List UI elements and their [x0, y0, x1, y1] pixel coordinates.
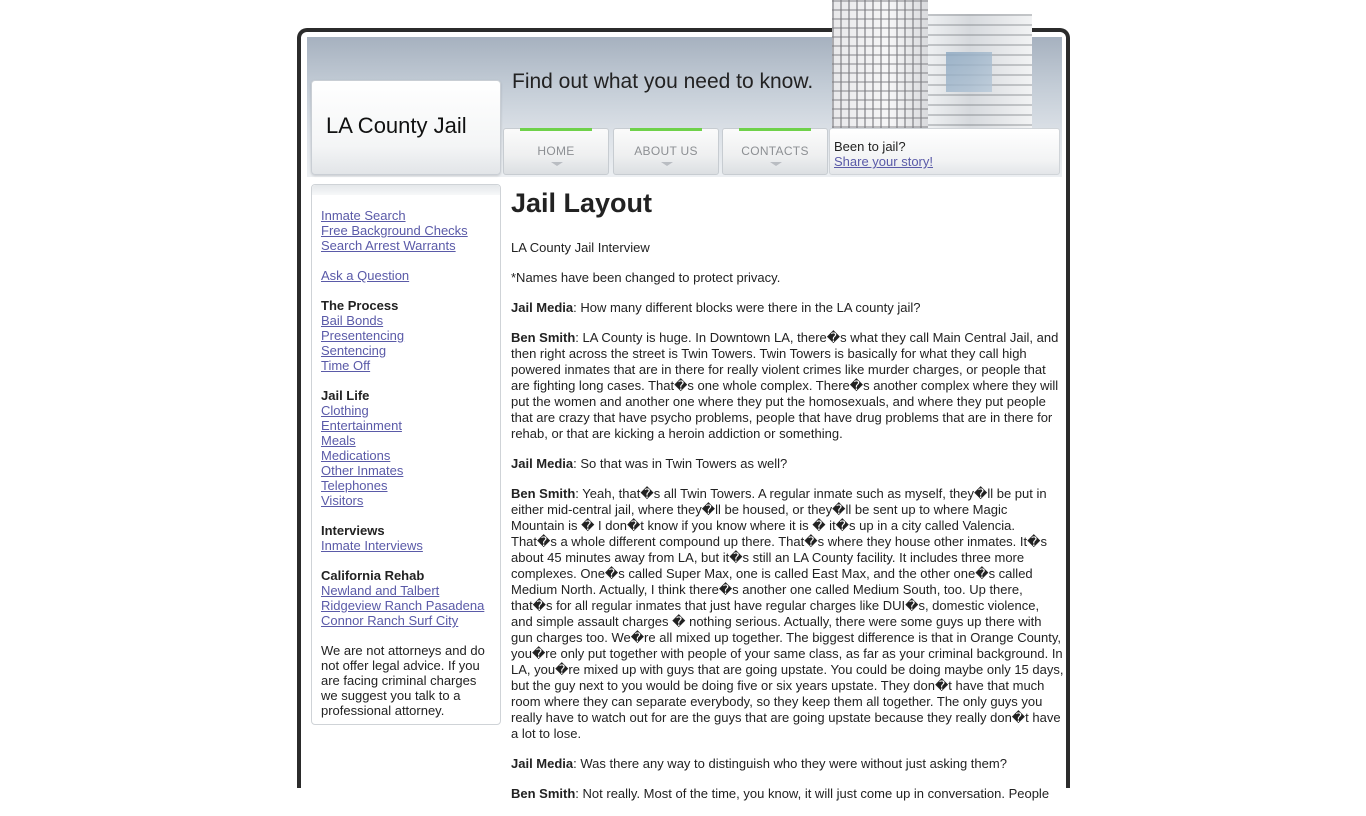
nav-home-label: HOME	[537, 144, 575, 158]
sidebar-spacer	[321, 283, 491, 298]
share-story-box	[829, 128, 1060, 175]
sidebar-link-arrest-warrants[interactable]: Search Arrest Warrants	[321, 238, 456, 253]
sidebar-link-connor-ranch[interactable]: Connor Ranch Surf City	[321, 613, 459, 628]
dialogue-text: : So that was in Twin Towers as well?	[573, 456, 788, 471]
privacy-note: *Names have been changed to protect privacy.	[511, 270, 781, 285]
sidebar-link-background-checks[interactable]: Free Background Checks	[321, 223, 468, 238]
site-logo-text: LA County Jail	[326, 113, 467, 138]
sidebar-spacer	[321, 628, 491, 643]
speaker-name: Ben Smith	[511, 486, 576, 501]
sidebar-header-bar	[312, 185, 500, 195]
sidebar-link-medications[interactable]: Medications	[321, 448, 391, 463]
sidebar-link-sentencing[interactable]: Sentencing	[321, 343, 387, 358]
dialogue-entry	[511, 786, 1064, 802]
legal-disclaimer: We are not attorneys and do not offer legal advice. If you are facing criminal charges we suggest you talk to a professional attorney.	[321, 643, 485, 718]
dialogue-text: : LA County is huge. In Downtown LA, there�s what they call Main Central Jail, and then right across the street is Twin Towers. Twin Towers is basically for what they call high powered inmates that are in there for really violent crimes like murder charges, or people that are fighting long cases. That�s one whole complex. There�s another complex where they will put the women and another one where they put the homosexuals, and where they put people that are crazy that have psycho problems, people that have drug problems that are in there for rehab, or that are kicking a heroin addiction or something.	[511, 330, 1059, 441]
sidebar-link-telephones[interactable]: Telephones	[321, 478, 388, 493]
tower-image-left	[832, 0, 928, 128]
nav-contacts[interactable]	[722, 128, 828, 175]
sidebar-link-entertainment[interactable]: Entertainment	[321, 418, 402, 433]
dialogue-text: : Yeah, that�s all Twin Towers. A regular inmate such as myself, they�ll be put in either mid-central jail, where they�ll be housed, or they�ll be sent up to where Magic Mountain is � I don�t know if you know where it is � it�s up in a city called Valencia. That�s a whole different compound up there. That�s where they house other inmates. It�s about 45 minutes away from LA, but it�s still an LA County facility. It includes three more complexes. One�s called Super Max, one is called East Max, and the other one�s called Medium North. Actually, I think there�s another one called Medium South, too. Up there, that�s for all regular inmates that just have regular charges like DUI�s, domestic violence, and simple assault charges � nothing serious. Actually, there were some guys up there with gun charges too. We�re all mixed up together. The biggest difference is that in Orange County, you�re only put together with people of your same class, as far as your criminal background. In LA, you�re mixed up with guys that are going upstate. You could be doing maybe only 15 days, but the guy next to you would be doing five or six years upstate. They don�t have that much room where they can separate everybody, so they keep them all together. The only guys you really have to watch out for are the guys that are going upstate because they really don�t have a lot to lose.	[511, 486, 1064, 741]
dialogue-entry	[511, 486, 1064, 742]
sidebar	[311, 184, 501, 725]
nav-active-bar	[739, 128, 811, 131]
chevron-down-icon	[661, 162, 673, 166]
speaker-name: Jail Media	[511, 456, 574, 471]
jail-building-image	[832, 0, 1032, 128]
sidebar-link-inmate-search[interactable]: Inmate Search	[321, 208, 406, 223]
speaker-name: Jail Media	[511, 300, 574, 315]
main-content	[511, 186, 1064, 816]
share-story-link[interactable]: Share your story!	[834, 154, 933, 169]
speaker-name: Jail Media	[511, 756, 574, 771]
page-title: Jail Layout	[511, 188, 653, 218]
dialogue-text: : How many different blocks were there in the LA county jail?	[573, 300, 921, 315]
site-logo[interactable]	[311, 80, 501, 175]
dialogue-entry	[511, 300, 1064, 316]
nav-about-us[interactable]	[613, 128, 719, 175]
nav-active-bar	[520, 128, 592, 131]
interview-intro: LA County Jail Interview	[511, 240, 650, 255]
dialogue-entry	[511, 756, 1064, 772]
sidebar-spacer	[321, 373, 491, 388]
sidebar-link-presentencing[interactable]: Presentencing	[321, 328, 405, 343]
sidebar-menu	[321, 208, 491, 718]
sidebar-spacer	[321, 508, 491, 523]
dialogue-text: : Not really. Most of the time, you know, it will just come up in conversation. People	[575, 786, 1050, 801]
chevron-down-icon	[551, 162, 563, 166]
sidebar-link-visitors[interactable]: Visitors	[321, 493, 364, 508]
sidebar-link-newland-talbert[interactable]: Newland and Talbert	[321, 583, 440, 598]
nav-home[interactable]	[503, 128, 609, 175]
chevron-down-icon	[770, 162, 782, 166]
sidebar-link-inmate-interviews[interactable]: Inmate Interviews	[321, 538, 423, 553]
sidebar-link-meals[interactable]: Meals	[321, 433, 356, 448]
sidebar-heading-jail-life: Jail Life	[321, 388, 370, 403]
dialogue-entry	[511, 330, 1064, 442]
site-tagline: Find out what you need to know.	[512, 70, 814, 93]
sidebar-link-ridgeview-ranch[interactable]: Ridgeview Ranch Pasadena	[321, 598, 485, 613]
sidebar-link-time-off[interactable]: Time Off	[321, 358, 371, 373]
dialogue-text: : Was there any way to distinguish who they were without just asking them?	[573, 756, 1007, 771]
sidebar-link-bail-bonds[interactable]: Bail Bonds	[321, 313, 384, 328]
sidebar-heading-california-rehab: California Rehab	[321, 568, 425, 583]
tower-image-right	[928, 14, 1032, 128]
sidebar-link-clothing[interactable]: Clothing	[321, 403, 369, 418]
nav-contacts-label: CONTACTS	[741, 144, 809, 158]
sidebar-heading-process: The Process	[321, 298, 399, 313]
sidebar-heading-interviews: Interviews	[321, 523, 385, 538]
speaker-name: Ben Smith	[511, 786, 576, 801]
sidebar-spacer	[321, 553, 491, 568]
nav-active-bar	[630, 128, 702, 131]
nav-about-us-label: ABOUT US	[634, 144, 698, 158]
sidebar-link-other-inmates[interactable]: Other Inmates	[321, 463, 404, 478]
dialogue-entry	[511, 456, 1064, 472]
speaker-name: Ben Smith	[511, 330, 576, 345]
share-prompt: Been to jail?	[834, 139, 906, 154]
sidebar-link-ask-question[interactable]: Ask a Question	[321, 268, 410, 283]
sidebar-spacer	[321, 253, 491, 268]
